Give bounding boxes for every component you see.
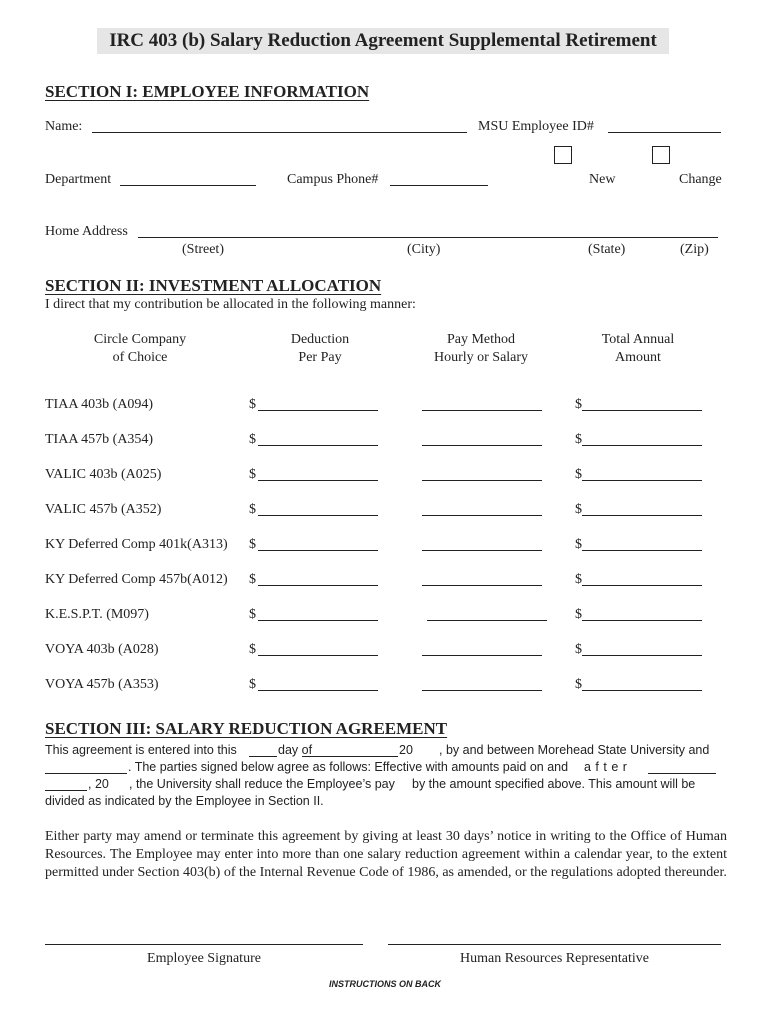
total-annual-amount-field[interactable] bbox=[582, 480, 702, 481]
agreement-day-field[interactable] bbox=[249, 756, 277, 757]
deduction-per-pay-field[interactable] bbox=[258, 445, 378, 446]
company-label[interactable]: VOYA 403b (A028) bbox=[45, 642, 159, 657]
agreement-month-field[interactable] bbox=[302, 756, 398, 757]
deduction-dollar-sign: $ bbox=[249, 572, 256, 587]
employee-id-field[interactable] bbox=[608, 132, 721, 133]
agreement-text-3c: by the amount specified above. This amount will be bbox=[412, 777, 696, 791]
agreement-text-1d: , by and between Morehead State University and bbox=[439, 743, 710, 757]
company-label[interactable]: VALIC 403b (A025) bbox=[45, 467, 162, 482]
pay-method-field[interactable] bbox=[422, 655, 542, 656]
pay-method-field[interactable] bbox=[422, 445, 542, 446]
pay-method-field[interactable] bbox=[422, 585, 542, 586]
agreement-text-3a: , 20 bbox=[88, 777, 109, 791]
total-annual-amount-field[interactable] bbox=[582, 515, 702, 516]
total-annual-amount-field[interactable] bbox=[582, 690, 702, 691]
total-dollar-sign: $ bbox=[575, 502, 582, 517]
state-label: (State) bbox=[588, 242, 626, 257]
city-label: (City) bbox=[407, 242, 441, 257]
company-label[interactable]: TIAA 457b (A354) bbox=[45, 432, 154, 447]
name-label: Name: bbox=[45, 119, 83, 134]
effective-month-field[interactable] bbox=[45, 790, 87, 791]
department-label: Department bbox=[45, 172, 112, 187]
agreement-text-1b: day of bbox=[278, 743, 313, 757]
form-title: IRC 403 (b) Salary Reduction Agreement Supplemental Retirement bbox=[97, 28, 669, 54]
home-address-label: Home Address bbox=[45, 224, 128, 239]
pay-method-field[interactable] bbox=[422, 690, 542, 691]
terms-paragraph: Either party may amend or terminate this agreement by giving at least 30 days’ notice in writing to the Office of Human Resources. The Employee may enter into more than one salary reduction agreement within a calendar year, to the extent permitted under Section 403(b) of the Internal Revenue Code of 1986, as amended, or the regulations adopted thereunder. bbox=[45, 829, 727, 880]
campus-phone-field[interactable] bbox=[390, 185, 488, 186]
home-address-field[interactable] bbox=[138, 237, 718, 238]
section-2-heading: SECTION II: INVESTMENT ALLOCATION bbox=[45, 276, 382, 295]
employee-name-field[interactable] bbox=[45, 773, 127, 774]
deduction-dollar-sign: $ bbox=[249, 432, 256, 447]
pay-method-field[interactable] bbox=[422, 550, 542, 551]
deduction-per-pay-field[interactable] bbox=[258, 690, 378, 691]
total-dollar-sign: $ bbox=[575, 572, 582, 587]
hr-signature-label: Human Resources Representative bbox=[460, 951, 649, 966]
total-annual-amount-field[interactable] bbox=[582, 585, 702, 586]
pay-method-field[interactable] bbox=[422, 480, 542, 481]
total-dollar-sign: $ bbox=[575, 642, 582, 657]
total-dollar-sign: $ bbox=[575, 677, 582, 692]
column-header-total-annual: Total Annual Amount bbox=[601, 332, 675, 365]
deduction-dollar-sign: $ bbox=[249, 502, 256, 517]
deduction-per-pay-field[interactable] bbox=[258, 480, 378, 481]
agreement-text-1a: This agreement is entered into this bbox=[45, 743, 237, 757]
agreement-text-1c: 20 bbox=[399, 743, 413, 757]
deduction-per-pay-field[interactable] bbox=[258, 410, 378, 411]
new-checkbox[interactable] bbox=[554, 146, 572, 164]
deduction-dollar-sign: $ bbox=[249, 397, 256, 412]
agreement-text-3b: , the University shall reduce the Employee’s pay bbox=[129, 777, 395, 791]
agreement-text-2b: a f t e r bbox=[584, 760, 628, 774]
deduction-per-pay-field[interactable] bbox=[258, 550, 378, 551]
column-header-company: Circle Company of Choice bbox=[93, 332, 187, 365]
company-label[interactable]: KY Deferred Comp 401k(A313) bbox=[45, 537, 228, 552]
new-label: New bbox=[589, 172, 616, 187]
column-header-pay-method: Pay Method Hourly or Salary bbox=[433, 332, 529, 365]
pay-method-field[interactable] bbox=[422, 410, 542, 411]
instructions-footer: INSTRUCTIONS ON BACK bbox=[329, 979, 441, 989]
agreement-text-4: divided as indicated by the Employee in Section II. bbox=[45, 794, 324, 808]
employee-id-label: MSU Employee ID# bbox=[478, 119, 594, 134]
total-annual-amount-field[interactable] bbox=[582, 410, 702, 411]
company-label[interactable]: VOYA 457b (A353) bbox=[45, 677, 159, 692]
total-annual-amount-field[interactable] bbox=[582, 550, 702, 551]
street-label: (Street) bbox=[182, 242, 224, 257]
section-1-heading: SECTION I: EMPLOYEE INFORMATION bbox=[45, 82, 370, 101]
company-label[interactable]: VALIC 457b (A352) bbox=[45, 502, 162, 517]
total-dollar-sign: $ bbox=[575, 397, 582, 412]
total-annual-amount-field[interactable] bbox=[582, 655, 702, 656]
total-dollar-sign: $ bbox=[575, 607, 582, 622]
company-label[interactable]: K.E.S.P.T. (M097) bbox=[45, 607, 149, 622]
zip-label: (Zip) bbox=[680, 242, 709, 257]
total-annual-amount-field[interactable] bbox=[582, 620, 702, 621]
section-3-heading: SECTION III: SALARY REDUCTION AGREEMENT bbox=[45, 719, 448, 738]
total-dollar-sign: $ bbox=[575, 537, 582, 552]
deduction-dollar-sign: $ bbox=[249, 677, 256, 692]
department-field[interactable] bbox=[120, 185, 256, 186]
pay-method-field[interactable] bbox=[422, 515, 542, 516]
agreement-year-field[interactable] bbox=[414, 756, 438, 757]
employee-signature-line[interactable] bbox=[45, 944, 363, 945]
change-checkbox[interactable] bbox=[652, 146, 670, 164]
change-label: Change bbox=[679, 172, 722, 187]
column-header-deduction: Deduction Per Pay bbox=[290, 332, 350, 365]
agreement-text-2a: . The parties signed below agree as follows: Effective with amounts paid on and bbox=[128, 760, 569, 774]
deduction-dollar-sign: $ bbox=[249, 537, 256, 552]
deduction-dollar-sign: $ bbox=[249, 607, 256, 622]
total-annual-amount-field[interactable] bbox=[582, 445, 702, 446]
deduction-per-pay-field[interactable] bbox=[258, 655, 378, 656]
deduction-dollar-sign: $ bbox=[249, 642, 256, 657]
company-label[interactable]: KY Deferred Comp 457b(A012) bbox=[45, 572, 228, 587]
deduction-dollar-sign: $ bbox=[249, 467, 256, 482]
deduction-per-pay-field[interactable] bbox=[258, 620, 378, 621]
employee-signature-label: Employee Signature bbox=[147, 951, 261, 966]
deduction-per-pay-field[interactable] bbox=[258, 515, 378, 516]
allocation-intro: I direct that my contribution be allocated in the following manner: bbox=[45, 297, 416, 312]
hr-signature-line[interactable] bbox=[388, 944, 721, 945]
deduction-per-pay-field[interactable] bbox=[258, 585, 378, 586]
campus-phone-label: Campus Phone# bbox=[287, 172, 379, 187]
company-label[interactable]: TIAA 403b (A094) bbox=[45, 397, 154, 412]
total-dollar-sign: $ bbox=[575, 467, 582, 482]
name-field[interactable] bbox=[92, 132, 467, 133]
total-dollar-sign: $ bbox=[575, 432, 582, 447]
pay-method-field[interactable] bbox=[427, 620, 547, 621]
effective-date-field[interactable] bbox=[648, 773, 716, 774]
